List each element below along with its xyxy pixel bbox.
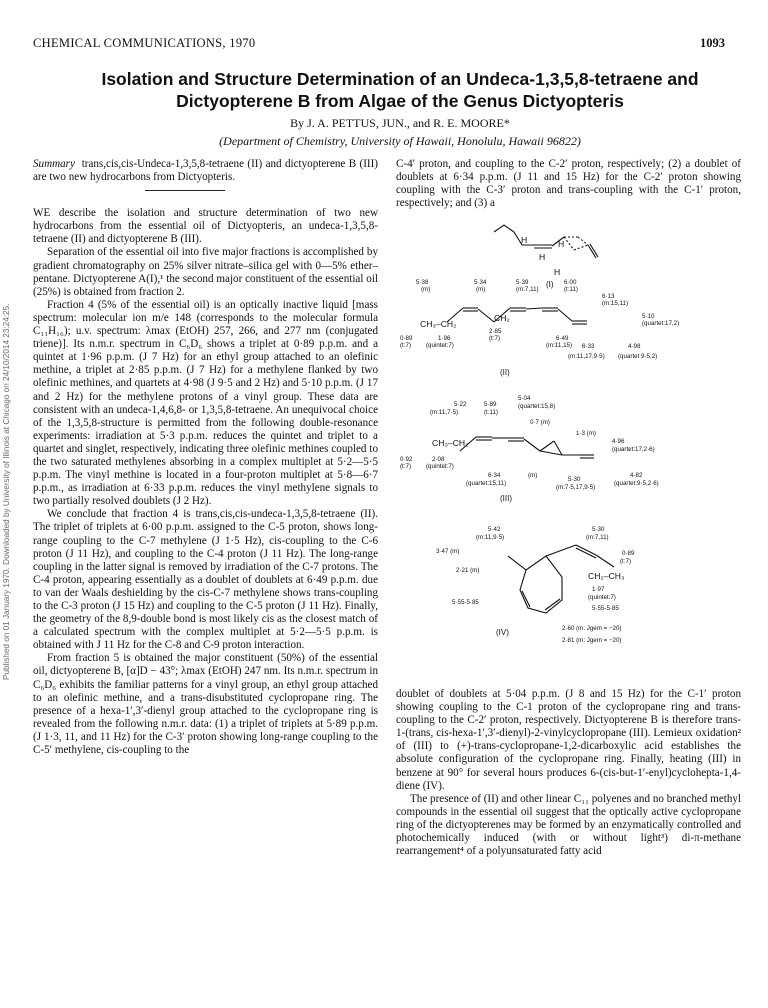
nmr-label: (t:7) [489, 335, 501, 342]
nmr-label: 2·85 [489, 328, 502, 335]
summary-divider [145, 190, 225, 191]
nmr-label: (quartet:17,2·6) [612, 446, 655, 453]
atom-h: H [554, 267, 561, 277]
nmr-label: 3·47 (m) [436, 548, 460, 555]
nmr-label: 5·38 [416, 279, 429, 286]
nmr-label: (m:11,9·5) [476, 534, 505, 541]
nmr-label: 5·39 [516, 279, 529, 286]
nmr-label: 1·97 [592, 586, 605, 593]
summary-text: trans,cis,cis-Undeca-1,3,5,8-tetraene (II) and dictyopterene B (III) are two new hydrocarbons from Dictyopteris. [33, 158, 378, 184]
nmr-label: 5·42 [488, 526, 501, 533]
nmr-label: (m:7,11) [586, 534, 609, 541]
nmr-label: (quintet:7) [588, 594, 616, 601]
nmr-label: (quartet:9·5,2·6) [614, 480, 659, 487]
nmr-label: (m) [476, 286, 486, 293]
paragraph: doublet of doublets at 5·04 p.p.m. (J 8 and 15 Hz) for the C-1′ proton showing coupling to the C-1 proton of the cyclopropane ring and trans-coupling to the C-2′ proton, respectively. Dictyopterene B is therefore trans-1-(trans, cis-hexa-1′,3′-dienyl)-2-vinylcyclopropane (III). Lemieux oxidation² of (III) to (+)-trans-cyclopropane-1,2-dicarboxylic acid establishes the absolute configuration of the cyclopropane ring. Finally, heating (III) in benzene at 90° for several hours produces 6-(cis-but-1′-enyl)cyclohepta-1,4-diene (IV). [396, 688, 741, 792]
nmr-label: (m:11,15) [546, 342, 573, 349]
nmr-label: 0·7 (m) [530, 419, 550, 426]
nmr-label: (t:11) [484, 409, 498, 416]
nmr-label: (quartet 9·5,2) [618, 353, 658, 360]
atom-h: H [539, 252, 546, 262]
ethyl-group: CH₂–CH₃ [588, 571, 625, 581]
nmr-label: 1·3 (m) [576, 430, 596, 437]
nmr-label: (m:11,17,9·5) [568, 353, 605, 360]
nmr-label: 5·30 [592, 526, 605, 533]
right-column-top [396, 158, 741, 210]
nmr-label: 5·22 [454, 401, 467, 408]
nmr-label: 6·49 [556, 335, 569, 342]
page-number: 1093 [700, 36, 725, 50]
paragraph: We conclude that fraction 4 is trans,cis,cis-undeca-1,3,5,8-tetraene (II). The triplet of triplets at 6·00 p.p.m. assigned to the C-5 proton, shows long-range coupling to the C-7 methylene (J 1·5 Hz), cis-coupling to the C-6 proton (J 11 Hz), and coupling to the C-4 proton (J 11 Hz). The long-range coupling in the latter signal is removed by irradiation of the C-7 protons. The C-4 proton, appearing essentially as a doublet of doublets at 6·49 p.p.m. due to van der Waals deshielding by the cis-C-7 methylene shows trans-coupling to the C-3 proton (J 15 Hz) and coupling to the C-5 proton (J 11 Hz). Finally, the geometry of the 8,9-double bond is most likely cis as the closest match of a calculated spectrum with the complex multiplet at 5·2—5·5 p.p.m. is obtained with J 11 Hz for the C-8 and C-9 proton interaction. [33, 508, 378, 652]
nmr-label: 4·98 [628, 343, 641, 350]
nmr-label: 5·89 [484, 401, 497, 408]
title-line-2: Dictyopterene B from Algae of the Genus Dictyopteris [176, 91, 624, 111]
nmr-label: (quartet:15,8) [518, 403, 556, 410]
nmr-label: (t:7) [620, 558, 632, 565]
ethyl-group: CH₃–CH₂ [420, 319, 457, 329]
atom-h: H [521, 235, 528, 245]
nmr-label: (m:7,11) [516, 286, 539, 293]
nmr-label: 5·10 [642, 313, 655, 320]
nmr-label: 1·96 [438, 335, 451, 342]
nmr-label: (quartet:15,11) [466, 480, 507, 487]
caption-III: (III) [500, 494, 512, 503]
ethyl-group: CH₃–CH₂ [432, 438, 469, 448]
summary-lead: Summary [33, 158, 75, 170]
nmr-label: (quartet:17,2) [642, 320, 680, 327]
nmr-label: 5·30 [568, 476, 581, 483]
journal-header: CHEMICAL COMMUNICATIONS, 1970 [33, 36, 256, 50]
nmr-label: (m) [528, 472, 538, 479]
nmr-label: 5·34 [474, 279, 487, 286]
nmr-label: 0·89 [622, 550, 635, 557]
nmr-label: 5·04 [518, 395, 531, 402]
nmr-label: (m) [421, 286, 431, 293]
caption-IV: (IV) [496, 628, 509, 637]
structure-labels [396, 215, 741, 683]
title-line-1: Isolation and Structure Determination of an Undeca-1,3,5,8-tetraene and [101, 69, 699, 89]
nmr-label: 2·81 (m: Jgem = −20) [562, 637, 622, 644]
caption-II: (II) [500, 368, 510, 377]
nmr-label: 5·55-5·85 [452, 599, 479, 606]
paragraph: Fraction 4 (5% of the essential oil) is an optically inactive liquid [mass spectrum: molecular ion m/e 148 (corresponds to the molecular formula C₁₁H₁₆); u.v. spectrum: λmax (EtOH) 257, 266, and 277 nm (conjugated triene)]. Its n.m.r. spectrum in C₆D₆ shows a triplet at 0·89 p.p.m. and a quintet at 1·96 p.p.m. (J 7 Hz) for an ethyl group attached to an olefinic methine, a triplet at 2·85 p.p.m. (J 7 Hz) for a methylene flanked by two olefinic methines, and quartets at 4·98 (J 9·5 and 2 Hz) and 5·10 p.p.m. (J 17 and 2 Hz) for the methylene protons of a vinyl group. These data are consistent with an undeca-1,4,6,8- or 1,3,5,8-tetraene. An unequivocal choice of the 1,3,5,8-structure is permitted from the following double-resonance experiments: irradiation at 5·3 p.p.m. reduces the quintet and triplet to a quartet and singlet, respectively, indicating three olefinic methines coupled to the two saturated methylenes absorbing in a complex multiplet at 5·2—5·5 p.p.m. The vinyl methine is located in a four-proton multiplet at 5·8—6·7 p.p.m., as irradiation at 6·33 p.p.m. reduces the vinyl methylene signals to two partially resolved doublets (J 2 Hz). [33, 298, 378, 508]
article-title [40, 68, 760, 112]
paragraph: From fraction 5 is obtained the major constituent (50%) of the essential oil, dictyopterene B, [α]D − 43°; λmax (EtOH) 247 nm. Its n.m.r. spectrum in C₆D₆ exhibits the familiar patterns for a vinyl group, an ethyl group attached to an olefinic methine, and a trans-disubstituted cyclopropane ring. The presence of a hexa-1′,3′-dienyl group attached to the cyclopropane ring is revealed from the following n.m.r. data: (1) a triplet of triplets at 5·89 p.p.m. (J 1·3, 11, and 11 Hz) for the C-3′ proton showing long-range coupling to the C-5′ methylene, cis-coupling to the [33, 652, 378, 757]
paragraph: Separation of the essential oil into five major fractions is accomplished by gradient chromatography on 25% silver nitrate–silica gel with 0—5% ether–pentane. Dictyopterene A(I),¹ the second major constituent of the essential oil (25%) is obtained from fraction 2. [33, 246, 378, 298]
paragraph: The presence of (II) and other linear C₁₁ polyenes and no branched methyl compounds in the essential oil suggest that the optically active cyclopropane ring of the dictyopterenes may be formed by an enzymatically controlled and photochemically induced (with or without light³) di-π-methane rearrangement⁴ of a polyunsaturated fatty acid [396, 792, 741, 858]
atom-h: H [558, 239, 565, 249]
nmr-label: 2·08 [432, 456, 445, 463]
paragraph: C-4′ proton, and coupling to the C-2′ proton, respectively; (2) a doublet of doublets at 6·34 p.p.m. (J 11 and 15 Hz) for the C-2′ proton showing coupling with the C-3′ proton and trans-coupling with the C-1′ proton, respectively; and (3) a [396, 158, 741, 210]
nmr-label: (m:11,7·5) [430, 409, 459, 416]
authors: By J. A. PETTUS, JUN., and R. E. MOORE* [290, 116, 510, 130]
nmr-label: 0·89 [400, 335, 413, 342]
nmr-label: 6·13 [602, 293, 615, 300]
nmr-label: (quintet:7) [426, 342, 454, 349]
structure-figures [396, 215, 741, 683]
nmr-label: (quintet:7) [426, 463, 454, 470]
nmr-label: 5·55-5·85 [592, 605, 619, 612]
caption-I: (I) [546, 280, 554, 289]
nmr-label: (m:7·5,17,9·5) [556, 484, 596, 491]
right-column-bottom [396, 688, 741, 858]
nmr-label: 4·96 [612, 438, 625, 445]
left-column [33, 158, 378, 757]
nmr-label: (t:11) [564, 286, 578, 293]
summary [33, 158, 378, 184]
nmr-label: (t:7) [400, 342, 412, 349]
methylene-group: CH₂ [494, 313, 510, 323]
nmr-label: 0·92 [400, 456, 413, 463]
nmr-label: 4·82 [630, 472, 643, 479]
nmr-label: 6·00 [564, 279, 577, 286]
paragraph: WE describe the isolation and structure determination of two new hydrocarbons from the essential oil of Dictyopteris, an undeca-1,3,5,8-tetraene (II) and dictyopterene B (III). [33, 207, 378, 246]
nmr-label: (m:15,11) [602, 300, 629, 307]
nmr-label: 6·34 [488, 472, 501, 479]
nmr-label: (t:7) [400, 463, 412, 470]
affiliation: (Department of Chemistry, University of Hawaii, Honolulu, Hawaii 96822) [219, 134, 581, 148]
nmr-label: 2·21 (m) [456, 567, 480, 574]
nmr-label: 6·33 [582, 343, 595, 350]
nmr-label: 2·60 (m: Jgem = −20) [562, 625, 622, 632]
download-watermark: Published on 01 January 1970. Downloaded by University of Illinois at Chicago on 24/10/2014 23:24:25. [2, 303, 11, 680]
